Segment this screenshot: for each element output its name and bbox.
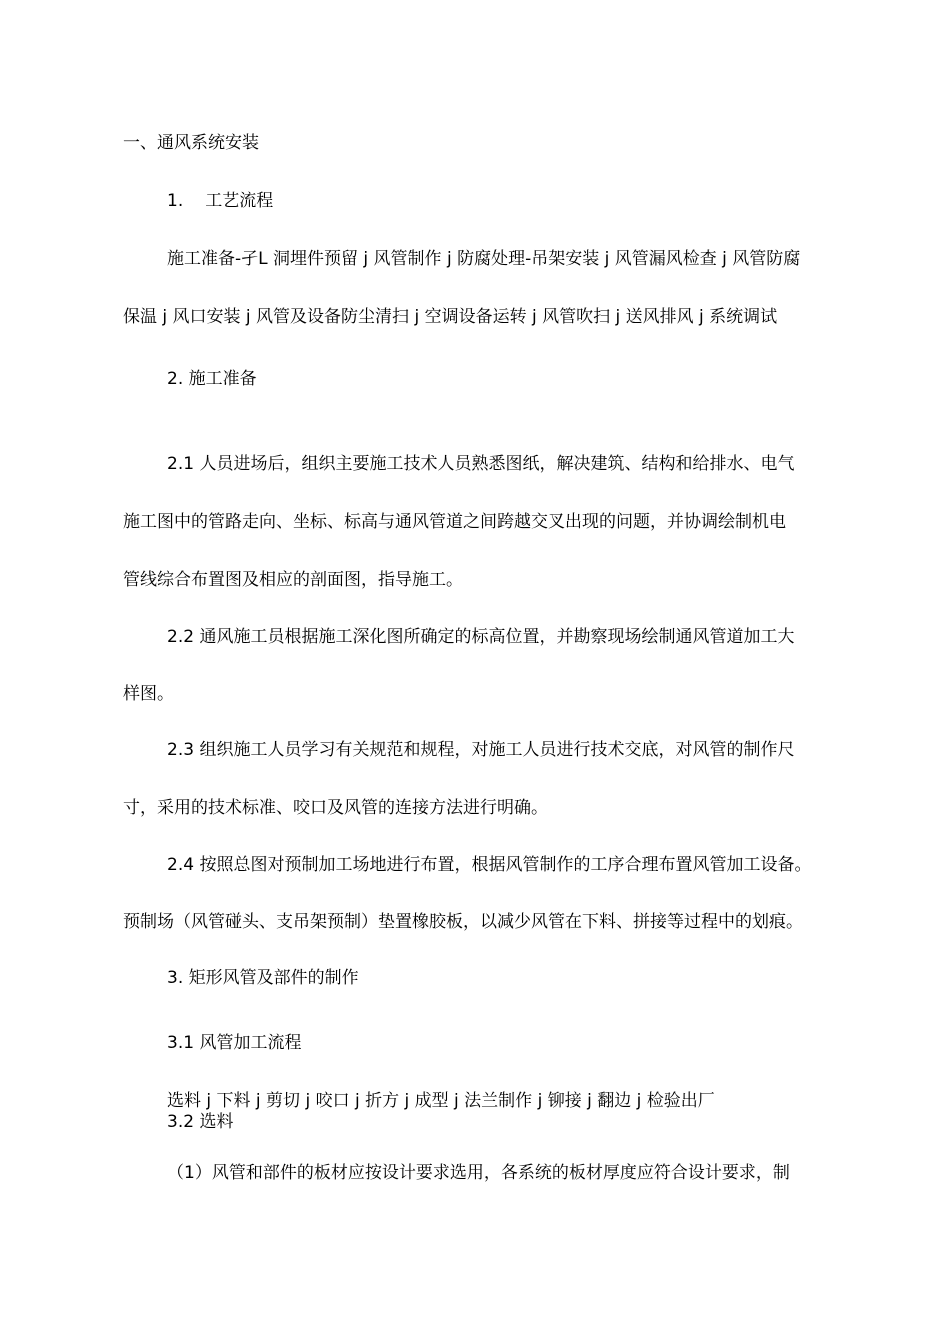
subsection-1-title (167, 190, 273, 212)
process-flow-line-2: 保温 j 风口安装 j 风管及设备防尘清扫 j 空调设备运转 j 风管吹扫 j 送风排风 j 系统调试 (123, 307, 778, 327)
process-flow-line-1: 施工准备-孑L 洞埋件预留 j 风管制作 j 防腐处理-吊架安装 j 风管漏风检查 j 风管防腐 (167, 249, 801, 269)
subsection-2-title: 2. 施工准备 (167, 369, 257, 389)
paragraph-2-2-line-1: 2.2 通风施工员根据施工深化图所确定的标高位置，并勘察现场绘制通风管道加工大 (167, 627, 795, 647)
section-heading: 一、通风系统安装 (123, 133, 259, 153)
paragraph-3-2-item-1: （1）风管和部件的板材应按设计要求选用，各系统的板材厚度应符合设计要求，制 (167, 1163, 790, 1183)
subsection-title: 工艺流程 (205, 191, 274, 211)
subsection-3-2-title: 3.2 选料 (167, 1112, 234, 1132)
paragraph-2-4-line-2: 预制场（风管碰头、支吊架预制）垫置橡胶板，以减少风管在下料、拼接等过程中的划痕。 (123, 912, 803, 932)
paragraph-2-2-line-2: 样图。 (123, 684, 174, 704)
subsection-number: 1. (167, 191, 184, 211)
duct-process-flow-line: 选料 j 下料 j 剪切 j 咬口 j 折方 j 成型 j 法兰制作 j 铆接 j 翻边 j 检验出厂 (167, 1091, 715, 1111)
paragraph-2-4-line-1: 2.4 按照总图对预制加工场地进行布置，根据风管制作的工序合理布置风管加工设备。 (167, 855, 812, 875)
paragraph-2-3-line-2: 寸，采用的技术标准、咬口及风管的连接方法进行明确。 (123, 798, 548, 818)
subsection-3-1-title: 3.1 风管加工流程 (167, 1033, 302, 1053)
paragraph-2-1-line-2: 施工图中的管路走向、坐标、标高与通风管道之间跨越交叉出现的问题，并协调绘制机电 (123, 512, 786, 532)
paragraph-2-1-line-1: 2.1 人员进场后，组织主要施工技术人员熟悉图纸，解决建筑、结构和给排水、电气 (167, 454, 795, 474)
paragraph-2-1-line-3: 管线综合布置图及相应的剖面图，指导施工。 (123, 570, 463, 590)
paragraph-2-3-line-1: 2.3 组织施工人员学习有关规范和规程，对施工人员进行技术交底，对风管的制作尺 (167, 740, 795, 760)
subsection-3-title: 3. 矩形风管及部件的制作 (167, 968, 359, 988)
